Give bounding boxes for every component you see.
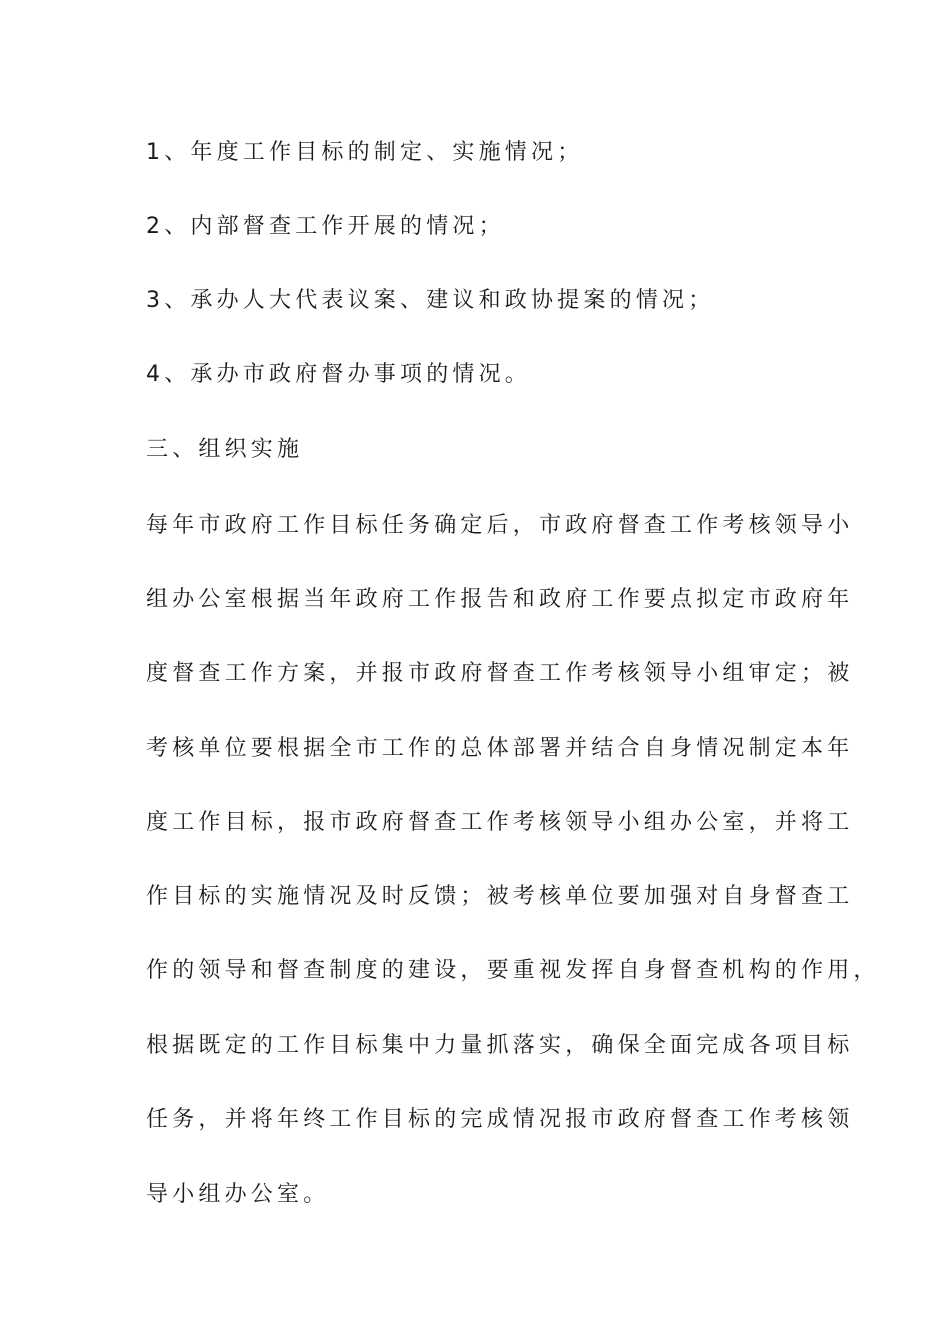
paragraph-line: 导小组办公室。: [146, 1182, 330, 1207]
paragraph-line: 任务，并将年终工作目标的完成情况报市政府督查工作考核领: [146, 1107, 854, 1132]
paragraph-line: 每年市政府工作目标任务确定后，市政府督查工作考核领导小: [146, 513, 854, 538]
list-item: 1、年度工作目标的制定、实施情况；: [146, 140, 584, 165]
paragraph-line: 根据既定的工作目标集中力量抓落实，确保全面完成各项目标: [146, 1033, 854, 1058]
list-item: 4、承办市政府督办事项的情况。: [146, 362, 531, 387]
paragraph-line: 作目标的实施情况及时反馈；被考核单位要加强对自身督查工: [146, 884, 854, 909]
paragraph-line: 度督查工作方案，并报市政府督查工作考核领导小组审定；被: [146, 661, 854, 686]
list-item: 2、内部督查工作开展的情况；: [146, 214, 505, 239]
paragraph-line: 组办公室根据当年政府工作报告和政府工作要点拟定市政府年: [146, 587, 854, 612]
paragraph-line: 作的领导和督查制度的建设，要重视发挥自身督查机构的作用，: [146, 958, 880, 983]
list-item: 3、承办人大代表议案、建议和政协提案的情况；: [146, 288, 715, 313]
section-heading: 三、组织实施: [146, 437, 304, 462]
paragraph-line: 考核单位要根据全市工作的总体部署并结合自身情况制定本年: [146, 736, 854, 761]
paragraph-line: 度工作目标，报市政府督查工作考核领导小组办公室，并将工: [146, 810, 854, 835]
